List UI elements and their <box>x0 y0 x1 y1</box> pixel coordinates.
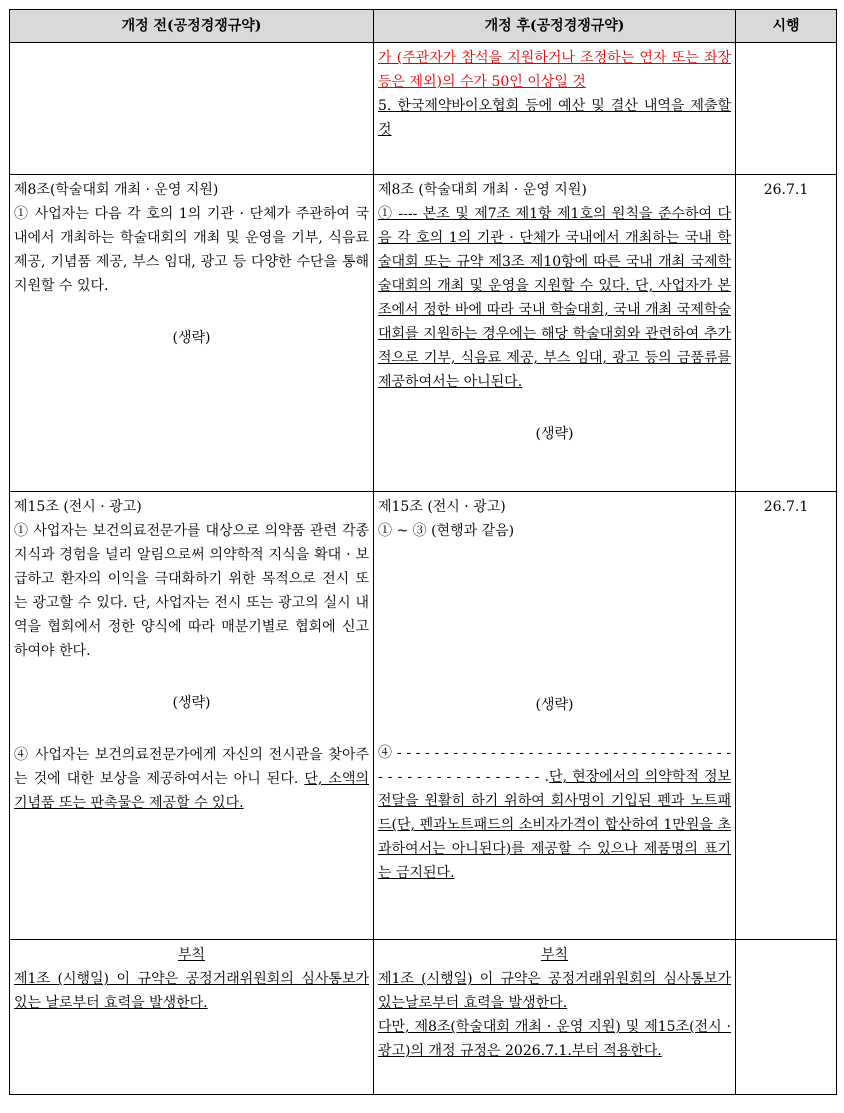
row2-after-body4 <box>378 741 731 885</box>
row1-after-cell <box>374 175 736 492</box>
row0-after-red-text: 가 (주관자가 참석을 지원하거나 조정하는 연자 또는 좌장 등은 제외)의 수가 50인 이상일 것 <box>378 50 731 90</box>
row3-before-heading: 부칙 <box>177 947 206 963</box>
row3-after-heading: 부칙 <box>540 947 569 963</box>
row2-after-omit: (생략) <box>535 697 574 713</box>
row2-after-title: 제15조 (전시 · 광고) <box>378 499 506 515</box>
row2-after-body1: ① ~ ③ (현행과 같음) <box>378 523 515 539</box>
row2-before-body1: ① 사업자는 보건의료전문가를 대상으로 의약품 관련 각종 지식과 경험을 널리 알림으로써 의약학적 지식을 확대 · 보급하고 환자의 이익을 극대화하기 위한 목적으로 전시 또는 광고할 수 있다. 단, 사업자는 전시 또는 광고의 실시 내역을 협회에서 정한 양식에 따라 매분기별로 협회에 신고하여야 한다. <box>14 523 369 659</box>
table-row <box>10 492 837 940</box>
row2-before-body4-underlined: 단, 소액의 기념품 또는 판촉물은 제공할 수 있다. <box>14 771 369 811</box>
row1-before-omit: (생략) <box>172 330 211 346</box>
header-after: 개정 후(공정경쟁규약) <box>374 10 736 43</box>
row1-after-body: ① ---- 본조 및 제7조 제1항 제1호의 원칙을 준수하여 다음 각 호의 1의 기관 · 단체가 국내에서 개최하는 국내 학술대회 또는 규약 제3조 제10항에 따른 국내 개최 국제학술대회의 개최 및 운영을 지원할 수 있다. 단, 사업자가 본조에서 정한 바에 따라 국내 학술대회, 국내 개최 국제학술대회를 지원하는 경우에는 해당 학술대회와 관련하여 추가적으로 기부, 식음료 제공, 부스 임대, 광고 등의 금품류를 제공하여서는 아니된다. <box>378 206 731 390</box>
row2-effective-cell: 26.7.1 <box>736 492 837 940</box>
row2-before-body4 <box>14 743 369 815</box>
row1-before-title: 제8조(학술대회 개최 · 운영 지원) <box>14 182 219 198</box>
row2-before-title: 제15조 (전시 · 광고) <box>14 499 142 515</box>
row0-after-cell <box>374 43 736 175</box>
row2-after-cell <box>374 492 736 940</box>
row2-before-body4-plain: ④ 사업자는 보건의료전문가에게 자신의 전시관을 찾아주는 것에 대한 보상을 제공하여서는 아니 된다. <box>14 747 369 787</box>
amendment-comparison-table <box>9 9 837 1095</box>
header-before: 개정 전(공정경쟁규약) <box>10 10 374 43</box>
row2-after-body4-underlined: 단, 현장에서의 의약학적 정보전달을 원활히 하기 위하여 회사명이 기입된 펜과 노트패드(단, 펜과노트패드의 소비자가격이 합산하여 1만원을 초과하여서는 아니된다)를 제공할 수 있으나 제품명의 표기는 금지된다. <box>378 769 731 881</box>
table-row <box>10 175 837 492</box>
row2-after-body4-dash: ④ - - - - - - - - - - - - - - - - - - - - - - - - - - - - - - - - - - - - - - - - - - - - - - - - - - - - - . <box>378 745 731 785</box>
row3-after-body2: 다만, 제8조(학술대회 개최 · 운영 지원) 및 제15조(전시 · 광고)의 개정 규정은 2026.7.1.부터 적용한다. <box>378 1019 731 1059</box>
row1-before-cell <box>10 175 374 492</box>
row2-before-cell <box>10 492 374 940</box>
table-row <box>10 940 837 1095</box>
row3-after-cell <box>374 940 736 1095</box>
row1-after-omit: (생략) <box>535 426 574 442</box>
table-row <box>10 43 837 175</box>
row3-before-body: 제1조 (시행일) 이 규약은 공정거래위원회의 심사통보가 있는 날로부터 효력을 발생한다. <box>14 971 369 1011</box>
row1-before-body: ① 사업자는 다음 각 호의 1의 기관 · 단체가 주관하여 국내에서 개최하는 학술대회의 개최 및 운영을 기부, 식음료 제공, 기념품 제공, 부스 임대, 광고 등 다양한 수단을 통해 지원할 수 있다. <box>14 206 369 294</box>
row1-effective-cell: 26.7.1 <box>736 175 837 492</box>
table-header-row <box>10 10 837 43</box>
row3-after-body: 제1조 (시행일) 이 규약은 공정거래위원회의 심사통보가 있는날로부터 효력을 발생한다. <box>378 971 731 1011</box>
row3-effective-cell <box>736 940 837 1095</box>
row0-before-cell <box>10 43 374 175</box>
row3-before-cell <box>10 940 374 1095</box>
row1-after-title: 제8조 (학술대회 개최 · 운영 지원) <box>378 182 587 198</box>
row2-before-omit: (생략) <box>172 695 211 711</box>
row0-after-item5: 5. 한국제약바이오협회 등에 예산 및 결산 내역을 제출할 것 <box>378 98 731 138</box>
row0-effective-cell <box>736 43 837 175</box>
header-effective: 시행 <box>736 10 837 43</box>
